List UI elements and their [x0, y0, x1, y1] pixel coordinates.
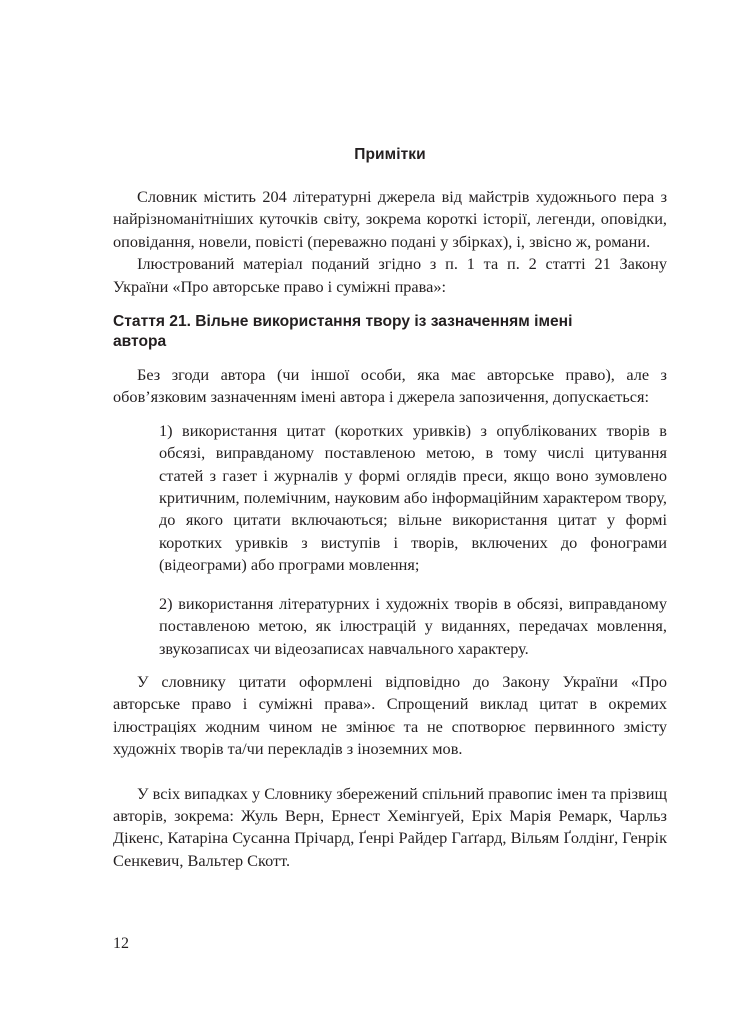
article-item-1: 1) використання цитат (коротких уривків) з опублікованих творів в обсязі, виправданому поставленою метою, в тому числі цитування статей з газет і журналів у формі оглядів преси, якщо воно зумовлено критичним, полемічним, науковим або інформаційним характером твору, до якого цитати включаються; вільне використання цитат у формі коротких уривків з виступів і творів, включених до фонограми (відеограми) або програми мовлення; [159, 420, 667, 575]
spacer [113, 660, 667, 671]
closing-paragraph-1: У словнику цитати оформлені відповідно до Закону України «Про авторське право і суміжні права». Спрощений виклад цитат в окремих ілюстраціях жодним чином не змінює та не спотворює первинного змісту художніх творів та/чи перекладів з іноземних мов. [113, 671, 667, 759]
intro-paragraph-2: Ілюстрований матеріал поданий згідно з п. 1 та п. 2 статті 21 Закону України «Про авторське право і суміжні права»: [113, 254, 667, 296]
spacer [113, 409, 667, 420]
page-title: Примітки [354, 146, 426, 163]
spacer [113, 761, 667, 783]
article-item-2: 2) використання літературних і художніх творів в обсязі, виправданому поставленою метою, як ілюстрацій у виданнях, передачах мовлення, звукозаписах чи відеозаписах навчального характеру. [159, 593, 667, 658]
article-intro: Без згоди автора (чи іншої особи, яка має авторське право), але з обов’язковим зазначенням імені автора і джерела запозичення, допускається: [113, 365, 667, 407]
page-number: 12 [113, 935, 129, 952]
spacer [113, 298, 667, 312]
spacer [113, 577, 667, 593]
intro-paragraph-1: Словник містить 204 літературні джерела від майстрів художнього пера з найрізноманітніших куточків світу, зокрема короткі історії, легенди, оповідки, оповідання, новели, повісті (переважно подані у збірках), і, звісно ж, романи. [113, 187, 667, 251]
page-content [113, 146, 667, 872]
closing-paragraph-2: У всіх випадках у Словнику збережений спільний правопис імен та прізвищ авторів, зокрема: Жуль Верн, Ернест Хемінгуей, Еріх Марія Ремарк, Чарльз Дікенс, Катаріна Сусанна Прічард, Ґенрі Райдер Гаґґард, Вільям Ґолдінґ, Генрік Сенкевич, Вальтер Скотт. [113, 783, 667, 870]
article-heading: Стаття 21. Вільне використання твору із зазначенням імені автора [113, 313, 573, 351]
